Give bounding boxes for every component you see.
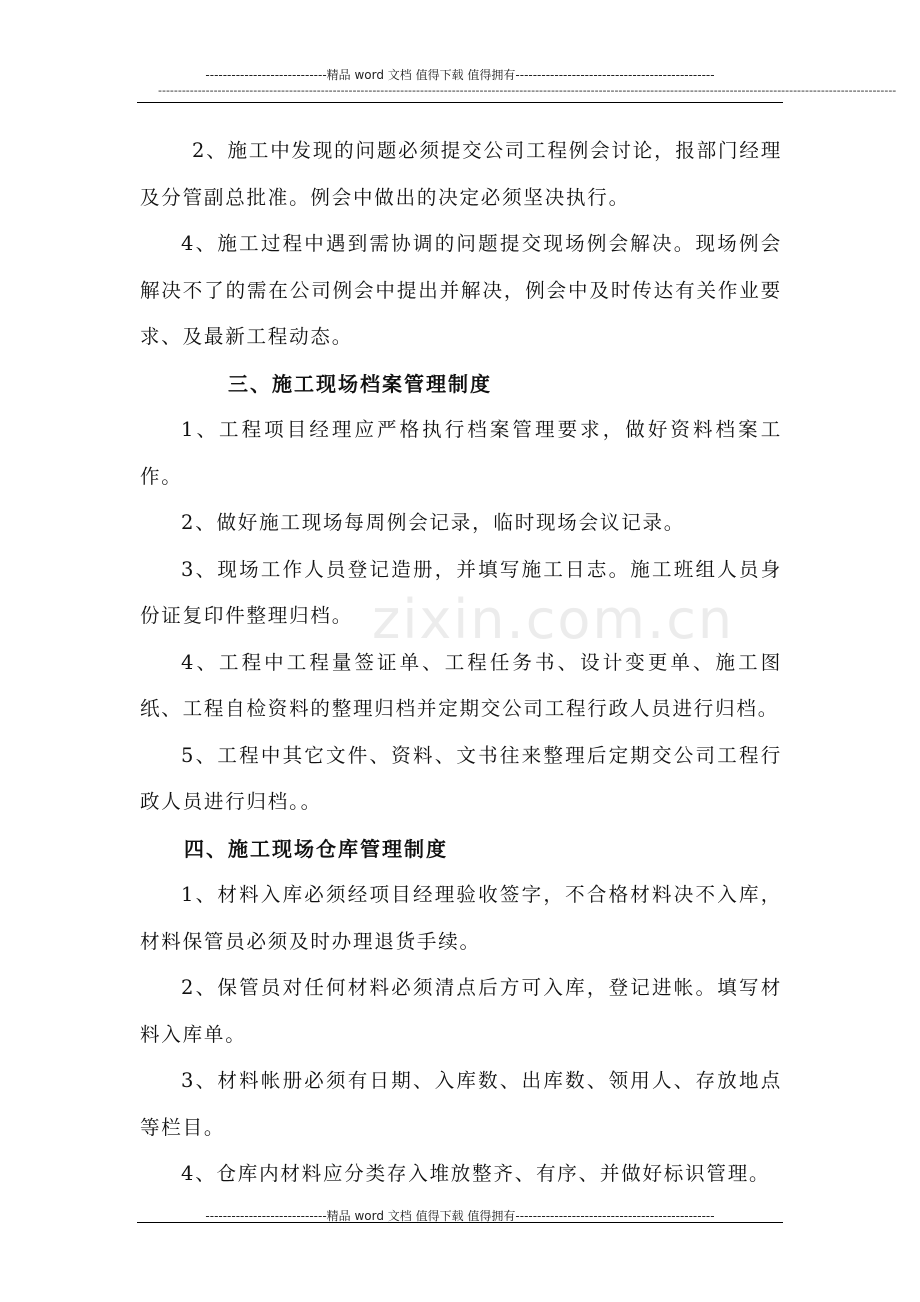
document-body	[140, 128, 782, 1198]
footer-rule	[137, 1222, 783, 1223]
header-rule	[137, 102, 783, 103]
watermark: zixin.com.cn	[372, 588, 735, 651]
page-header-text: ----------------------------精品 word 文档 值得下载 值得拥有----------------------------------------------	[205, 68, 715, 82]
paragraph: 4、仓库内材料应分类存入堆放整齐、有序、并做好标识管理。	[181, 1162, 771, 1185]
paragraph: 4、工程中工程量签证单、工程任务书、设计变更单、施工图纸、工程自检资料的整理归档并定期交公司工程行政人员进行归档。	[140, 650, 782, 720]
page-footer-text: ----------------------------精品 word 文档 值得下载 值得拥有----------------------------------------------	[205, 1209, 715, 1223]
paragraph: 2、施工中发现的问题必须提交公司工程例会讨论，报部门经理及分管副总批准。例会中做出的决定必须坚决执行。	[140, 139, 782, 209]
paragraph: 5、工程中其它文件、资料、文书往来整理后定期交公司工程行政人员进行归档。。	[140, 743, 782, 813]
section-heading: 三、施工现场档案管理制度	[228, 371, 492, 396]
paragraph: 4、施工过程中遇到需协调的问题提交现场例会解决。现场例会解决不了的需在公司例会中提出并解决，例会中及时传达有关作业要求、及最新工程动态。	[140, 232, 782, 348]
section-heading: 四、施工现场仓库管理制度	[184, 836, 448, 861]
paragraph: 2、做好施工现场每周例会记录，临时现场会议记录。	[181, 511, 686, 534]
paragraph: 3、材料帐册必须有日期、入库数、出库数、领用人、存放地点等栏目。	[140, 1069, 782, 1139]
paragraph: 3、现场工作人员登记造册，并填写施工日志。施工班组人员身份证复印件整理归档。	[140, 557, 782, 627]
paragraph: 1、材料入库必须经项目经理验收签字，不合格材料决不入库，材料保管员必须及时办理退货手续。	[140, 883, 782, 953]
page-header-dashes: ------------------------------------------------------------------------------------------------------------------------------------------------------------------------------------------	[158, 84, 897, 97]
paragraph: 1、工程项目经理应严格执行档案管理要求，做好资料档案工作。	[140, 418, 782, 488]
paragraph: 2、保管员对任何材料必须清点后方可入库，登记进帐。填写材料入库单。	[140, 976, 782, 1046]
